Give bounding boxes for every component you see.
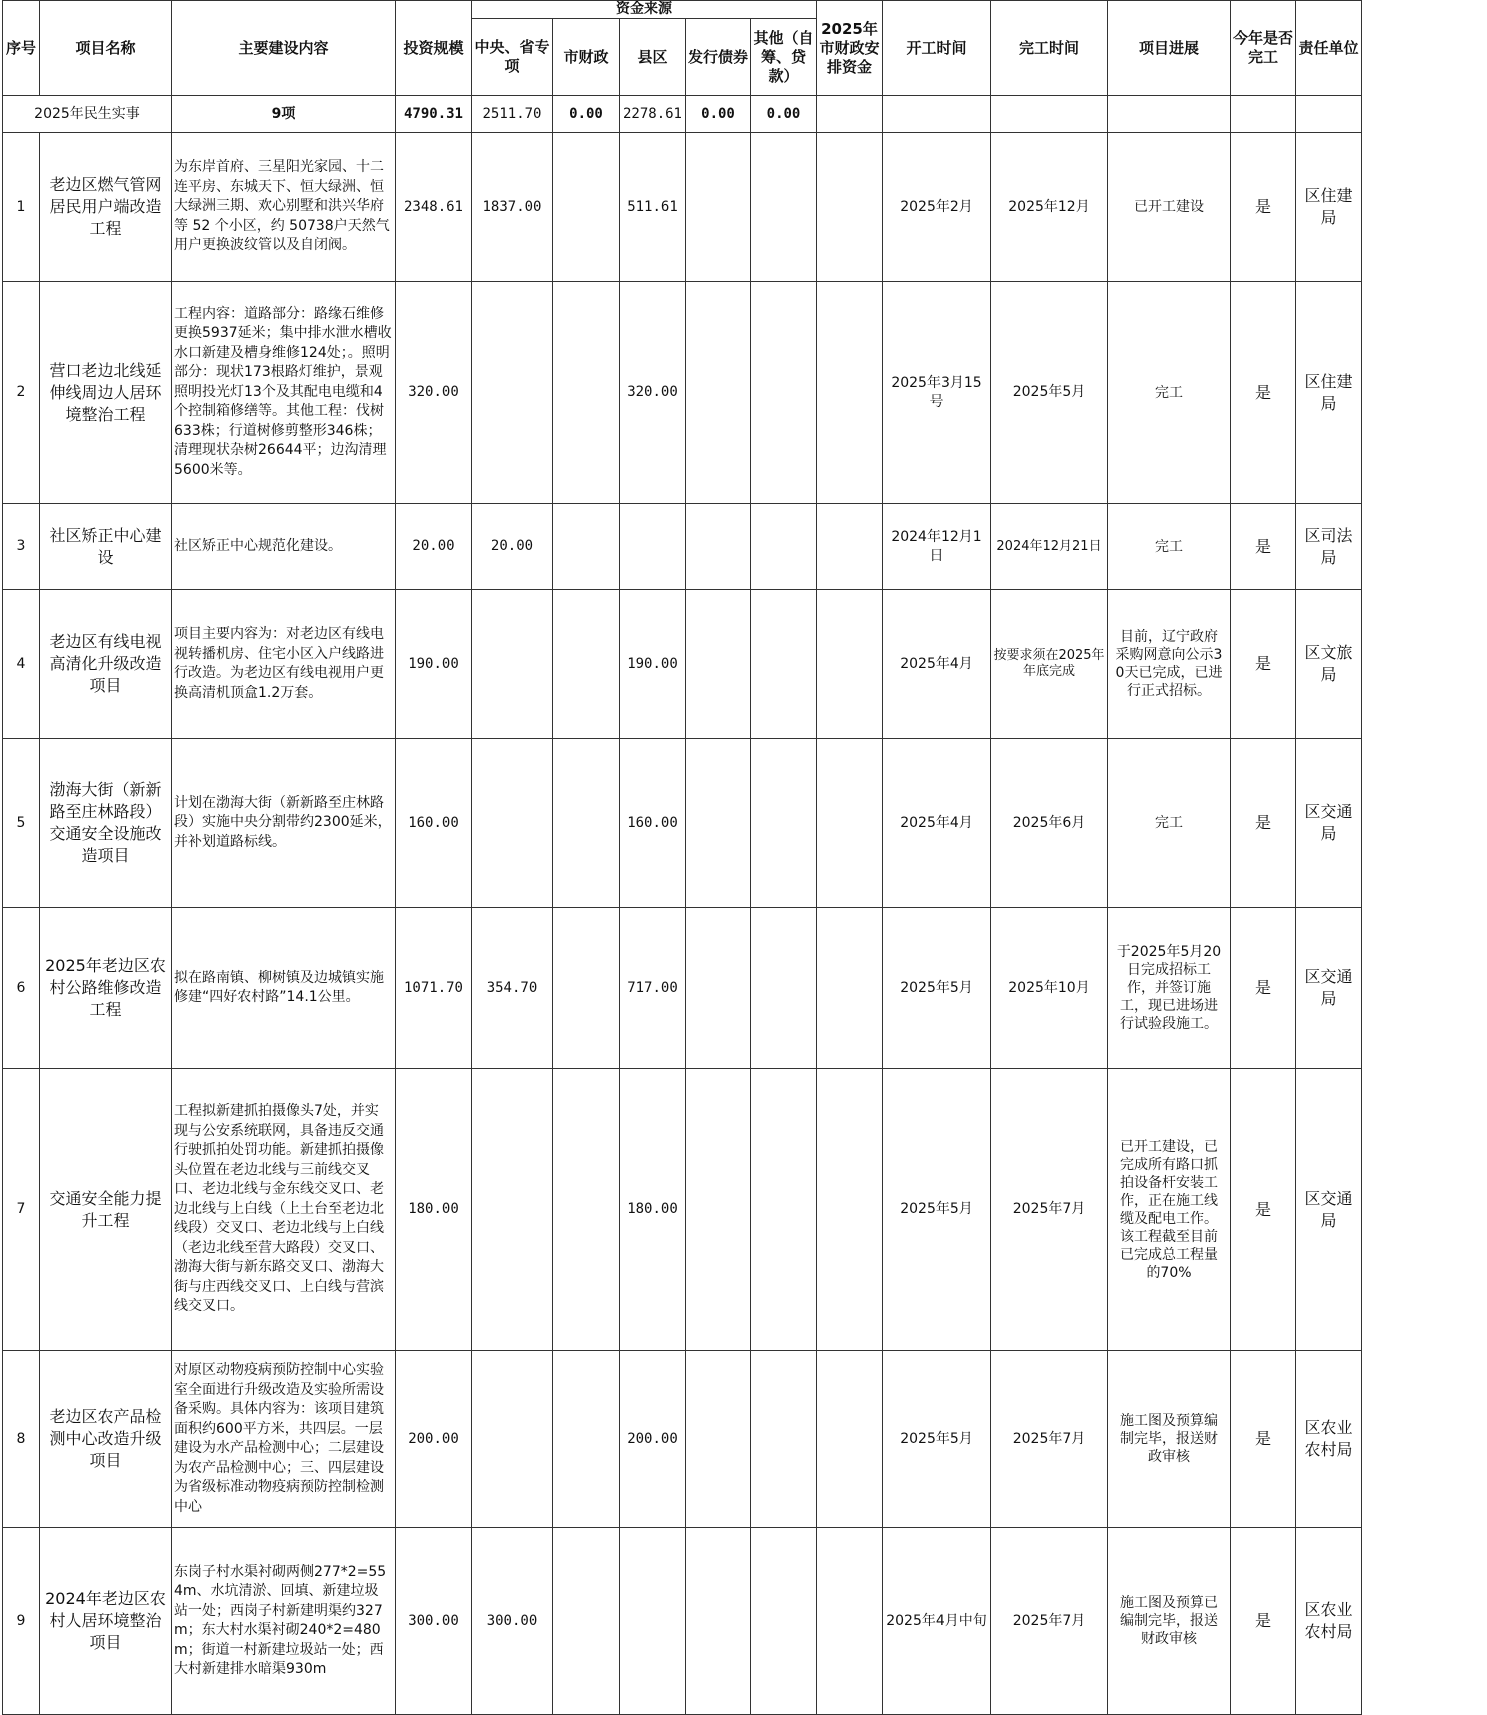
row-city-finance: [553, 739, 620, 908]
row-completed: 是: [1231, 1528, 1296, 1715]
row-content: 对原区动物疫病预防控制中心实验室全面进行升级改造及实验所需设备采购。具体内容为：该项目建筑面积约600平方米，共四层。一层建设为水产品检测中心；二层建设为农产品检测中心；三、四层建设为省级标准动物疫病预防控制检测中心: [172, 1351, 396, 1528]
row-end: 2025年7月: [991, 1528, 1108, 1715]
table-row: [3, 739, 1362, 908]
row-central-provincial: [472, 1069, 553, 1351]
row-central-provincial: [472, 1351, 553, 1528]
row-city-2025: [817, 1351, 883, 1528]
summary-progress: [1108, 96, 1231, 133]
row-investment: 300.00: [396, 1528, 472, 1715]
row-responsible: 区交通局: [1296, 739, 1362, 908]
row-end: 2025年7月: [991, 1351, 1108, 1528]
row-seq: 7: [3, 1069, 40, 1351]
row-content: 东岗子村水渠衬砌两侧277*2=554m、水坑清淤、回填、新建垃圾站一处；西岗子村新建明渠约327m；东大村水渠衬砌240*2=480m；街道一村新建垃圾站一处；西大村新建排水暗渠930m: [172, 1528, 396, 1715]
row-progress: 施工图及预算已编制完毕，报送财政审核: [1108, 1528, 1231, 1715]
table-row: [3, 133, 1362, 282]
row-county: [620, 1528, 686, 1715]
row-county: 160.00: [620, 739, 686, 908]
row-other: [751, 590, 817, 739]
row-investment: 200.00: [396, 1351, 472, 1528]
row-bonds: [686, 133, 751, 282]
header-funding-group: 资金来源: [472, 1, 817, 19]
row-name: 营口老边北线延伸线周边人居环境整治工程: [40, 282, 172, 504]
row-central-provincial: 1837.00: [472, 133, 553, 282]
header-end: 完工时间: [991, 1, 1108, 96]
table-row: [3, 504, 1362, 590]
row-city-2025: [817, 282, 883, 504]
row-content: 为东岸首府、三星阳光家园、十二连平房、东城天下、恒大绿洲、恒大绿洲三期、欢心别墅和洪兴华府等 52 个小区，约 50738户天然气用户更换波纹管以及自闭阀。: [172, 133, 396, 282]
row-responsible: 区农业农村局: [1296, 1528, 1362, 1715]
row-other: [751, 282, 817, 504]
row-other: [751, 1528, 817, 1715]
table-row: [3, 908, 1362, 1069]
row-city-finance: [553, 282, 620, 504]
row-progress: 施工图及预算编制完毕，报送财政审核: [1108, 1351, 1231, 1528]
row-other: [751, 504, 817, 590]
row-content: 项目主要内容为：对老边区有线电视转播机房、住宅小区入户线路进行改造。为老边区有线电视用户更换高清机顶盒1.2万套。: [172, 590, 396, 739]
summary-investment: 4790.31: [396, 96, 472, 133]
row-completed: 是: [1231, 282, 1296, 504]
row-end: 2025年10月: [991, 908, 1108, 1069]
summary-county: 2278.61: [620, 96, 686, 133]
row-responsible: 区交通局: [1296, 908, 1362, 1069]
row-seq: 9: [3, 1528, 40, 1715]
row-city-finance: [553, 1069, 620, 1351]
row-name: 2025年老边区农村公路维修改造工程: [40, 908, 172, 1069]
row-start: 2025年3月15号: [883, 282, 991, 504]
row-other: [751, 133, 817, 282]
row-seq: 6: [3, 908, 40, 1069]
row-start: 2025年5月: [883, 1351, 991, 1528]
row-name: 老边区有线电视高清化升级改造项目: [40, 590, 172, 739]
row-other: [751, 739, 817, 908]
row-county: 320.00: [620, 282, 686, 504]
table-row: [3, 1069, 1362, 1351]
row-central-provincial: [472, 739, 553, 908]
row-other: [751, 1069, 817, 1351]
summary-bonds: 0.00: [686, 96, 751, 133]
row-bonds: [686, 504, 751, 590]
row-start: 2025年5月: [883, 1069, 991, 1351]
header-start: 开工时间: [883, 1, 991, 96]
header-other: 其他（自筹、贷款）: [751, 19, 817, 96]
row-seq: 2: [3, 282, 40, 504]
row-investment: 1071.70: [396, 908, 472, 1069]
row-city-finance: [553, 1351, 620, 1528]
summary-completed: [1231, 96, 1296, 133]
row-county: [620, 504, 686, 590]
row-bonds: [686, 908, 751, 1069]
row-central-provincial: 354.70: [472, 908, 553, 1069]
row-completed: 是: [1231, 1351, 1296, 1528]
row-completed: 是: [1231, 739, 1296, 908]
row-name: 老边区农产品检测中心改造升级项目: [40, 1351, 172, 1528]
header-name: 项目名称: [40, 1, 172, 96]
row-start: 2025年4月中旬: [883, 1528, 991, 1715]
header-city-2025: 2025年市财政安排资金: [817, 1, 883, 96]
row-investment: 190.00: [396, 590, 472, 739]
row-seq: 3: [3, 504, 40, 590]
row-end: 2025年12月: [991, 133, 1108, 282]
row-completed: 是: [1231, 133, 1296, 282]
livelihood-projects-table: [2, 0, 1362, 1715]
row-county: 190.00: [620, 590, 686, 739]
summary-city-finance: 0.00: [553, 96, 620, 133]
row-bonds: [686, 590, 751, 739]
row-progress: 完工: [1108, 504, 1231, 590]
row-city-finance: [553, 908, 620, 1069]
row-bonds: [686, 1069, 751, 1351]
row-bonds: [686, 282, 751, 504]
header-bonds: 发行债券: [686, 19, 751, 96]
table-row: [3, 1351, 1362, 1528]
header-progress: 项目进展: [1108, 1, 1231, 96]
row-city-2025: [817, 908, 883, 1069]
row-name: 社区矫正中心建设: [40, 504, 172, 590]
row-start: 2025年4月: [883, 590, 991, 739]
row-content: 计划在渤海大街（新新路至庄林路段）实施中央分割带约2300延米，并补划道路标线。: [172, 739, 396, 908]
row-city-2025: [817, 133, 883, 282]
row-start: 2025年5月: [883, 908, 991, 1069]
row-progress: 完工: [1108, 282, 1231, 504]
row-responsible: 区交通局: [1296, 1069, 1362, 1351]
row-investment: 2348.61: [396, 133, 472, 282]
row-central-provincial: [472, 282, 553, 504]
row-progress: 完工: [1108, 739, 1231, 908]
row-completed: 是: [1231, 908, 1296, 1069]
row-county: 717.00: [620, 908, 686, 1069]
summary-end: [991, 96, 1108, 133]
row-end: 按要求须在2025年年底完成: [991, 590, 1108, 739]
row-seq: 5: [3, 739, 40, 908]
row-end: 2025年5月: [991, 282, 1108, 504]
row-name: 渤海大街（新新路至庄林路段）交通安全设施改造项目: [40, 739, 172, 908]
summary-count: 9项: [172, 96, 396, 133]
row-city-2025: [817, 1528, 883, 1715]
row-responsible: 区住建局: [1296, 282, 1362, 504]
row-content: 拟在路南镇、柳树镇及边城镇实施修建“四好农村路”14.1公里。: [172, 908, 396, 1069]
header-county: 县区: [620, 19, 686, 96]
header-city-finance: 市财政: [553, 19, 620, 96]
row-responsible: 区司法局: [1296, 504, 1362, 590]
row-end: 2025年7月: [991, 1069, 1108, 1351]
header-content: 主要建设内容: [172, 1, 396, 96]
row-name: 交通安全能力提升工程: [40, 1069, 172, 1351]
row-content: 社区矫正中心规范化建设。: [172, 504, 396, 590]
header-responsible: 责任单位: [1296, 1, 1362, 96]
row-investment: 160.00: [396, 739, 472, 908]
row-progress: 目前，辽宁政府采购网意向公示30天已完成，已进行正式招标。: [1108, 590, 1231, 739]
row-bonds: [686, 1351, 751, 1528]
row-completed: 是: [1231, 504, 1296, 590]
row-city-2025: [817, 739, 883, 908]
row-central-provincial: 20.00: [472, 504, 553, 590]
row-content: 工程内容：道路部分：路缘石维修更换5937延米；集中排水泄水槽收水口新建及槽身维修124处；。照明部分：现状173根路灯维护，景观照明投光灯13个及其配电电缆和4个控制箱修缮等。其他工程：伐树633株；行道树修剪整形346株；清理现状杂树26644平；边沟清理5600米等。: [172, 282, 396, 504]
row-city-finance: [553, 133, 620, 282]
row-bonds: [686, 739, 751, 908]
summary-central-provincial: 2511.70: [472, 96, 553, 133]
row-bonds: [686, 1528, 751, 1715]
row-end: 2024年12月21日: [991, 504, 1108, 590]
summary-start: [883, 96, 991, 133]
summary-row: [3, 96, 1362, 133]
row-seq: 8: [3, 1351, 40, 1528]
row-progress: 已开工建设，已完成所有路口抓拍设备杆安装工作，正在施工线缆及配电工作。该工程截至目前已完成总工程量的70%: [1108, 1069, 1231, 1351]
row-seq: 4: [3, 590, 40, 739]
row-name: 老边区燃气管网居民用户端改造工程: [40, 133, 172, 282]
summary-other: 0.00: [751, 96, 817, 133]
table-row: [3, 282, 1362, 504]
row-central-provincial: [472, 590, 553, 739]
row-investment: 20.00: [396, 504, 472, 590]
row-progress: 已开工建设: [1108, 133, 1231, 282]
row-name: 2024年老边区农村人居环境整治项目: [40, 1528, 172, 1715]
row-start: 2025年4月: [883, 739, 991, 908]
row-central-provincial: 300.00: [472, 1528, 553, 1715]
header-investment: 投资规模: [396, 1, 472, 96]
row-other: [751, 1351, 817, 1528]
row-city-2025: [817, 504, 883, 590]
row-city-finance: [553, 590, 620, 739]
header-seq: 序号: [3, 1, 40, 96]
row-county: 200.00: [620, 1351, 686, 1528]
summary-responsible: [1296, 96, 1362, 133]
row-completed: 是: [1231, 1069, 1296, 1351]
summary-label: 2025年民生实事: [3, 96, 172, 133]
row-start: 2024年12月1日: [883, 504, 991, 590]
row-city-2025: [817, 590, 883, 739]
row-city-finance: [553, 1528, 620, 1715]
row-completed: 是: [1231, 590, 1296, 739]
row-progress: 于2025年5月20日完成招标工作，并签订施工，现已进场进行试验段施工。: [1108, 908, 1231, 1069]
row-other: [751, 908, 817, 1069]
row-content: 工程拟新建抓拍摄像头7处，并实现与公安系统联网，具备违反交通行驶抓拍处罚功能。新建抓拍摄像头位置在老边北线与三前线交叉口、老边北线与金东线交叉口、老边北线与上白线（上土台至老边北线段）交叉口、老边北线与上白线（老边北线至营大路段）交叉口、渤海大街与新东路交叉口、渤海大街与庄西线交叉口、上白线与营滨线交叉口。: [172, 1069, 396, 1351]
table-row: [3, 1528, 1362, 1715]
header-central-provincial: 中央、省专项: [472, 19, 553, 96]
row-seq: 1: [3, 133, 40, 282]
row-investment: 180.00: [396, 1069, 472, 1351]
row-county: 511.61: [620, 133, 686, 282]
row-responsible: 区住建局: [1296, 133, 1362, 282]
row-start: 2025年2月: [883, 133, 991, 282]
row-end: 2025年6月: [991, 739, 1108, 908]
row-city-finance: [553, 504, 620, 590]
summary-city-2025: [817, 96, 883, 133]
row-responsible: 区农业农村局: [1296, 1351, 1362, 1528]
header-completed: 今年是否完工: [1231, 1, 1296, 96]
row-city-2025: [817, 1069, 883, 1351]
row-investment: 320.00: [396, 282, 472, 504]
row-county: 180.00: [620, 1069, 686, 1351]
row-responsible: 区文旅局: [1296, 590, 1362, 739]
table-row: [3, 590, 1362, 739]
